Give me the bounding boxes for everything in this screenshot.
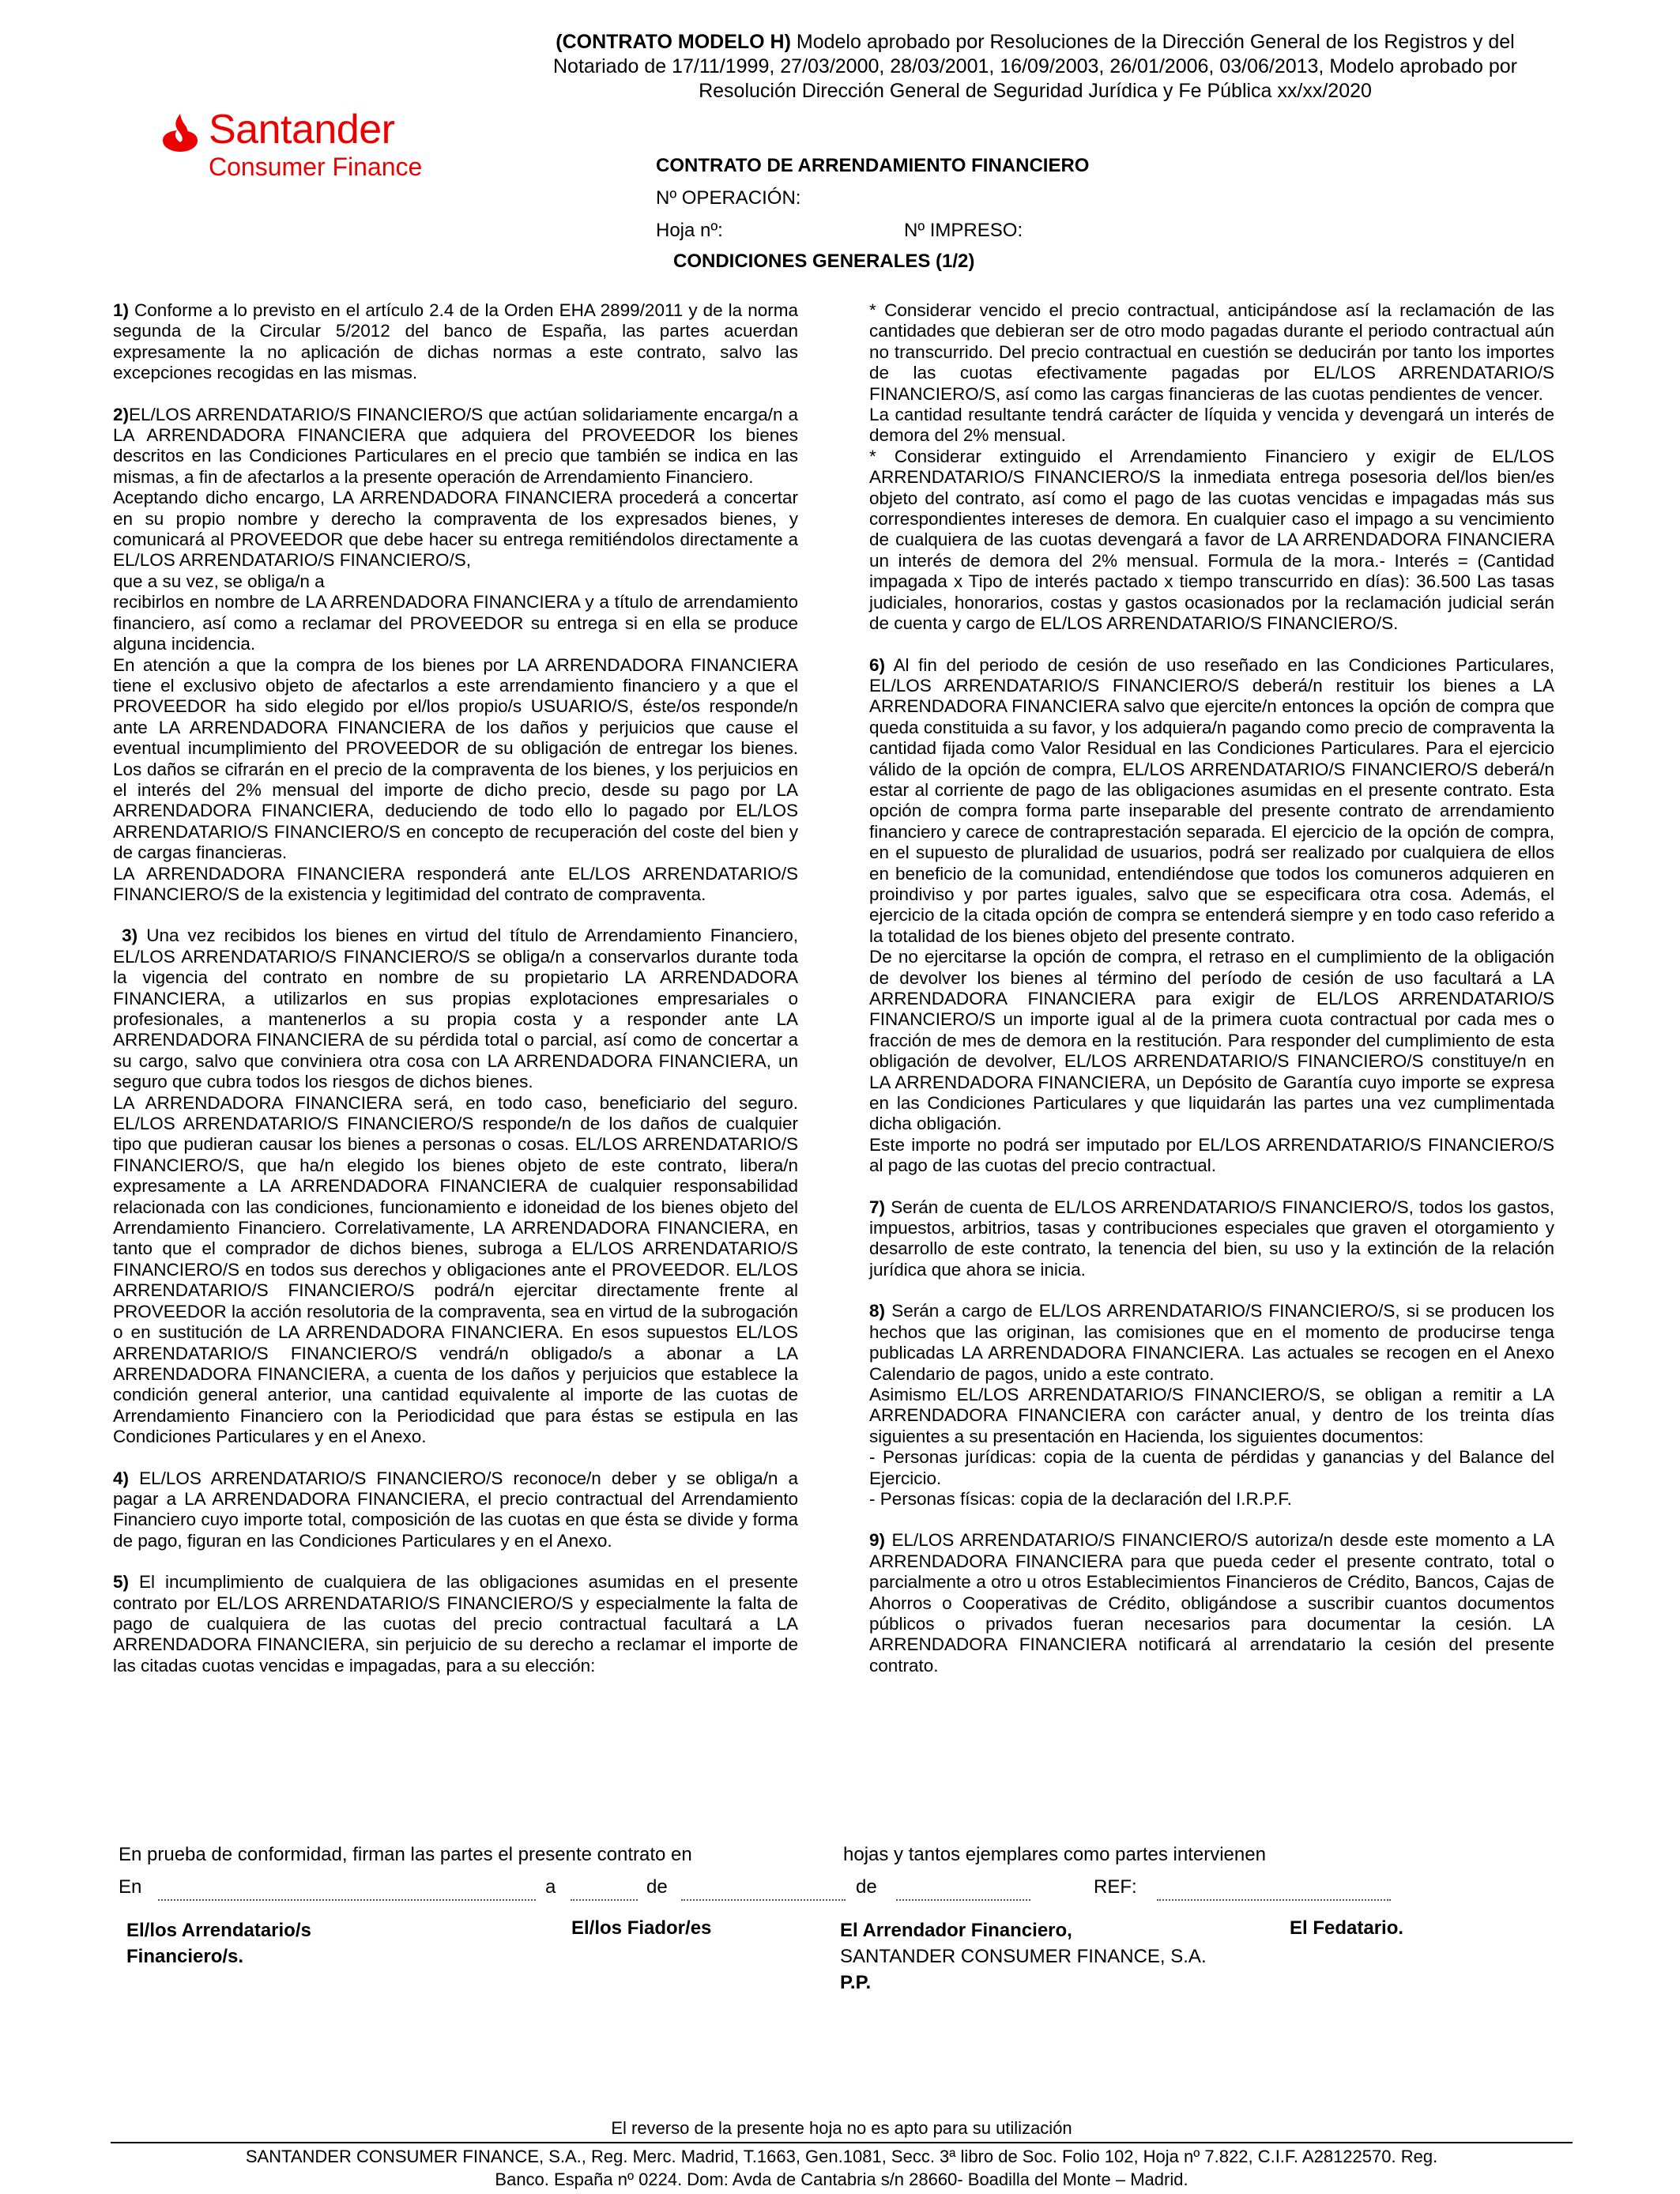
footer-divider (111, 2142, 1573, 2143)
day-field[interactable] (571, 1898, 638, 1901)
option-accelerate: * Considerar vencido el precio contractual, anticipándose así la reclamación de las cantidades que debieran ser de otro modo pagadas durante el periodo contractual aún no transcurrido. Del precio contractual en cuestión se deducirán por tanto los importes de las cuotas efectivamente pagadas por EL/LOS ARRENDATARIO/S FINANCIERO/S, así como las cargas financieras de las cuotas pendientes de vencer. (869, 300, 1554, 404)
clause-1 (113, 300, 798, 384)
brand-subtitle: Consumer Finance (209, 153, 423, 181)
clause-8-paragraph-b: Asimismo EL/LOS ARRENDATARIO/S FINANCIERO/S, se obligan a remitir a LA ARRENDADORA FINANCIERA con carácter anual, y dentro de los treinta días siguientes a su presentación en Hacienda, los siguientes documentos: (869, 1384, 1554, 1446)
guarantor-label: El/los Fiador/es (571, 1917, 712, 1939)
clause-text: Serán de cuenta de EL/LOS ARRENDATARIO/S FINANCIERO/S, todos los gastos, impuestos, arbitrios, tasas y contribuciones especiales que graven el otorgamiento y desarrollo de este contrato, la tenencia del bien, su uso y la extinción de la relación jurídica que ahora se inicia. (869, 1197, 1554, 1280)
clause-text: Al fin del periodo de cesión de uso reseñado en las Condiciones Particulares, EL/LOS ARRENDATARIO/S FINANCIERO/S deberá/n restituir los bienes a LA ARRENDADORA FINANCIERA salvo que ejercite/n entonces la opción de compra que queda constituida a su favor, y los adquiera/n pagando como precio de compraventa la cantidad fijada como Valor Residual en las Condiciones Particulares. Para el ejercicio válido de la opción de compra, EL/LOS ARRENDATARIO/S FINANCIERO/S deberá/n estar al corriente de pago de las obligaciones asumidas en el presente contrato. Esta opción de compra forma parte inseparable del presente contrato de arrendamiento financiero y carece de contraprestación separada. El ejercicio de la opción de compra, en el supuesto de pluralidad de usuarios, podrá ser realizado por cualquiera de ellos en beneficio de la comunidad, entendiéndose que todos los comuneros adquieren en proindiviso y por partes iguales, salvo que se especificara otra cosa. Además, el ejercicio de la citada opción de compra se entenderá siempre y en todo caso referido a la totalidad de los bienes objeto del presente contrato. (869, 654, 1554, 946)
section-title: CONDICIONES GENERALES (1/2) (673, 251, 975, 272)
ref-label: REF: (1094, 1876, 1137, 1898)
clause-number: 1) (113, 300, 130, 320)
brand-name: Santander (209, 107, 395, 153)
clause-number: 2) (113, 404, 130, 424)
santander-logo (158, 109, 443, 188)
year-label: de (856, 1876, 877, 1898)
clause-text: Serán a cargo de EL/LOS ARRENDATARIO/S FINANCIERO/S, si se producen los hechos que las originan, las comisiones que en el momento de producirse tenga publicadas LA ARRENDADORA FINANCIERA. Las actuales se recogen en el Anexo Calendario de pagos, unido a este contrato. (869, 1301, 1554, 1384)
model-label: (CONTRATO MODELO H) (556, 31, 791, 53)
header-model-note (506, 30, 1565, 104)
lessor-company: SANTANDER CONSUMER FINANCE, S.A. (840, 1946, 1207, 1967)
clause-2-paragraph-c: que a su vez, se obliga/n a (113, 571, 325, 591)
clause-text: EL/LOS ARRENDATARIO/S FINANCIERO/S que actúan solidariamente encarga/n a LA ARRENDADORA FINANCIERA que adquiera del PROVEEDOR los bienes descritos en las Condiciones Particulares en el precio que también se indica en las mismas, a fin de afectarlos a la presente operación de Arrendamiento Financiero. (113, 404, 798, 487)
ref-field[interactable] (1157, 1898, 1391, 1901)
lessee-label-line1: El/los Arrendatario/s (126, 1920, 311, 1941)
clause-2-paragraph-d: recibirlos en nombre de LA ARRENDADORA FINANCIERA y a título de arrendamiento financiero, así como a reclamar del PROVEEDOR su entrega si en ella se produce alguna incidencia. (113, 592, 798, 654)
month-label: de (646, 1876, 668, 1898)
clause-text: El incumplimiento de cualquiera de las obligaciones asumidas en el presente contrato por EL/LOS ARRENDATARIO/S FINANCIERO/S y especialmente la falta de pago de cualquiera de las cuotas del precio contractual facultará a LA ARRENDADORA FINANCIERA, sin perjuicio de su derecho a reclamar el importe de las citadas cuotas vencidas e impagadas, para a su elección: (113, 1572, 798, 1676)
lessor-pp: P.P. (840, 1972, 872, 1993)
clause-number: 8) (869, 1301, 886, 1321)
clause-7 (869, 1197, 1554, 1281)
place-field[interactable] (158, 1898, 536, 1901)
operation-number-label: Nº OPERACIÓN: (656, 187, 801, 209)
printed-number-label: Nº IMPRESO: (904, 220, 1023, 241)
document-title: CONTRATO DE ARRENDAMIENTO FINANCIERO (656, 155, 1090, 176)
clause-text: Conforme a lo previsto en el artículo 2.4 de la Orden EHA 2899/2011 y de la norma segunda de la Circular 5/2012 del banco de España, las partes acuerdan expresamente la no aplicación de dichas normas a este contrato, salvo las excepciones recogidas en las mismas. (113, 300, 798, 383)
lessee-signature-block (126, 1917, 311, 1970)
option-terminate: * Considerar extinguido el Arrendamiento Financiero y exigir de EL/LOS ARRENDATARIO/S FINANCIERO/S la inmediata entrega posesoria del/los bien/es objeto del contrato, así como el pago de las cuotas vencidas e impagadas más sus correspondientes intereses de demora. En cualquier caso el impago a su vencimiento de cualquiera de las cuotas devengará a favor de LA ARRENDADORA FINANCIERA un interés de demora del 2% mensual. Formula de la mora.- Interés = (Cantidad impagada x Tipo de interés pactado x tiempo transcurrido en días): 36.500 Las tasas judiciales, honorarios, costas y gastos ocasionados por la reclamación judicial serán de cuenta y cargo de EL/LOS ARRENDATARIO/S FINANCIERO/S. (869, 446, 1554, 634)
right-column (869, 300, 1554, 1697)
month-field[interactable] (681, 1898, 846, 1901)
sheet-number-label: Hoja nº: (656, 220, 723, 241)
clause-8-individuals: - Personas físicas: copia de la declaración del I.R.P.F. (869, 1488, 1292, 1509)
day-label: a (545, 1876, 556, 1898)
clause-2-paragraph-e: En atención a que la compra de los bienes por LA ARRENDADORA FINANCIERA tiene el exclusivo objeto de afectarlos a este arrendamiento financiero y a que el PROVEEDOR ha sido elegido por el/los propio/s USUARIO/S, éste/os responde/n ante LA ARRENDADORA FINANCIERA de los daños y perjuicios que cause el eventual incumplimiento del PROVEEDOR de su obligación de entregar los bienes. Los daños se cifrarán en el precio de la compraventa de los bienes, y los perjuicios en el interés del 2% mensual del importe de dicho precio, desde su pago por LA ARRENDADORA FINANCIERA, deduciendo de todo ello lo pagado por EL/LOS ARRENDATARIO/S FINANCIERO/S en concepto de recuperación del coste del bien y de cargas financieras. (113, 654, 798, 863)
clause-number: 4) (113, 1468, 130, 1488)
clause-text: EL/LOS ARRENDATARIO/S FINANCIERO/S autoriza/n desde este momento a LA ARRENDADORA FINANCIERA para que pueda ceder el presente contrato, total o parcialmente a otro u otros Establecimientos Financieros de Crédito, Bancos, Cajas de Ahorros o Cooperativas de Crédito, obligándose a suscribir cuantos documentos públicos o privados fueran necesarios para documentar la cesión. LA ARRENDADORA FINANCIERA notificará al arrendatario la cesión del presente contrato. (869, 1530, 1554, 1676)
clause-2 (113, 405, 798, 488)
place-label: En (119, 1876, 142, 1898)
registry-line2: Banco. España nº 0224. Dom: Avda de Cantabria s/n 28660- Boadilla del Monte – Madrid. (495, 2169, 1188, 2189)
model-text-line3: Resolución Dirección General de Seguridad Jurídica y Fe Pública xx/xx/2020 (699, 80, 1372, 102)
clause-2-paragraph-f: LA ARRENDADORA FINANCIERA responderá ante EL/LOS ARRENDATARIO/S FINANCIERO/S de la existencia y legitimidad del contrato de compraventa. (113, 863, 798, 904)
lessor-signature-block (840, 1917, 1207, 1996)
conformity-text: En prueba de conformidad, firman las partes el presente contrato en (119, 1844, 692, 1865)
lessee-label-line2: Financiero/s. (126, 1946, 244, 1967)
left-column (113, 300, 798, 1697)
clause-6-paragraph-c: Este importe no podrá ser imputado por EL/LOS ARRENDATARIO/S FINANCIERO/S al pago de las cuotas del precio contractual. (869, 1134, 1554, 1176)
clause-8-legal-entities: - Personas jurídicas: copia de la cuenta de pérdidas y ganancias y del Balance del Ejercicio. (869, 1447, 1554, 1488)
clause-5 (113, 1572, 798, 1676)
model-text-line1: Modelo aprobado por Resoluciones de la Dirección General de los Registros y del (796, 31, 1515, 53)
registry-line1: SANTANDER CONSUMER FINANCE, S.A., Reg. Merc. Madrid, T.1663, Gen.1081, Secc. 3ª libro de Soc. Folio 102, Hoja nº 7.822, C.I.F. A28122570. Reg. (245, 2147, 1438, 2166)
clause-number: 3) (122, 925, 138, 946)
clause-number: 5) (113, 1572, 130, 1593)
lessor-label: El Arrendador Financiero, (840, 1920, 1072, 1941)
clause-number: 9) (869, 1530, 886, 1551)
registry-info (111, 2145, 1573, 2191)
notary-label: El Fedatario. (1290, 1917, 1404, 1939)
clause-9 (869, 1530, 1554, 1676)
clause-8 (869, 1301, 1554, 1385)
clause-3-paragraph-b: LA ARRENDADORA FINANCIERA será, en todo caso, beneficiario del seguro. EL/LOS ARRENDATARIO/S FINANCIERO/S responde/n de los daños de cualquier tipo que pudieran causar los bienes a personas o cosas. EL/LOS ARRENDATARIO/S FINANCIERO/S, que ha/n elegido los bienes objeto de este contrato, libera/n expresamente a LA ARRENDADORA FINANCIERA de cualquier responsabilidad relacionada con las condiciones, funcionamiento e idoneidad de los bienes objeto del Arrendamiento Financiero. Correlativamente, LA ARRENDADORA FINANCIERA, en tanto que el comprador de dichos bienes, subroga a EL/LOS ARRENDATARIO/S FINANCIERO/S en todos sus derechos y obligaciones ante el PROVEEDOR. EL/LOS ARRENDATARIO/S FINANCIERO/S podrá/n ejercitar directamente frente al PROVEEDOR la acción resolutoria de la compraventa, sea en virtud de la subrogación o en sustitución de LA ARRENDADORA FINANCIERA. En esos supuestos EL/LOS ARRENDATARIO/S FINANCIERO/S vendrá/n obligado/s a abonar a LA ARRENDADORA FINANCIERA, a cuenta de los daños y perjuicios que establece la condición general anterior, una cantidad equivalente al importe de las cuotas de Arrendamiento Financiero con la Periodicidad que para éstas se estipula en las Condiciones Particulares y en el Anexo. (113, 1092, 798, 1447)
clause-4 (113, 1468, 798, 1552)
clause-2-paragraph-b: Aceptando dicho encargo, LA ARRENDADORA FINANCIERA procederá a concertar en su propio nombre y derecho la compraventa de los expresados bienes, y comunicará al PROVEEDOR que debe hacer su entrega remitiéndolos directamente a EL/LOS ARRENDATARIO/S FINANCIERO/S, (113, 488, 798, 571)
conformity-text-2: hojas y tantos ejemplares como partes intervienen (843, 1844, 1266, 1865)
year-field[interactable] (896, 1898, 1030, 1901)
clause-3 (113, 925, 798, 1092)
clause-6-paragraph-b: De no ejercitarse la opción de compra, el retraso en el cumplimiento de la obligación de devolver los bienes al término del período de cesión de uso facultará a LA ARRENDADORA FINANCIERA para exigir de EL/LOS ARRENDATARIO/S FINANCIERO/S un importe igual al de la primera cuota contractual por cada mes o fracción de mes de demora en la restitución. Para responder del cumplimiento de esta obligación de devolver, EL/LOS ARRENDATARIO/S FINANCIERO/S constituye/n en LA ARRENDADORA FINANCIERA, un Depósito de Garantía cuyo importe se expresa en las Condiciones Particulares y que liquidarán las partes una vez cumplimentada dicha obligación. (869, 947, 1554, 1134)
clause-text: EL/LOS ARRENDATARIO/S FINANCIERO/S reconoce/n deber y se obliga/n a pagar a LA ARRENDADORA FINANCIERA, el precio contractual del Arrendamiento Financiero cuyo importe total, composición de las cuotas en que ésta se divide y forma de pago, figuran en las Condiciones Particulares y en el Anexo. (113, 1468, 798, 1551)
model-text-line2: Notariado de 17/11/1999, 27/03/2000, 28/03/2001, 16/09/2003, 26/01/2006, 03/06/2013, Modelo aprobado por (553, 55, 1517, 77)
option-accelerate-interest: La cantidad resultante tendrá carácter de líquida y vencida y devengará un interés de demora del 2% mensual. (869, 405, 1554, 446)
reverse-note: El reverso de la presente hoja no es apto para su utilización (611, 2118, 1072, 2138)
clause-number: 6) (869, 654, 886, 675)
flame-icon (158, 111, 202, 155)
clause-6 (869, 655, 1554, 948)
clause-text: Una vez recibidos los bienes en virtud del título de Arrendamiento Financiero, EL/LOS ARRENDATARIO/S FINANCIERO/S se obliga/n a conservarlos durante toda la vigencia del contrato en nombre de su propietario LA ARRENDADORA FINANCIERA, a utilizarlos en sus propias explotaciones empresariales o profesionales, a mantenerlos a su propia costa y a responder ante LA ARRENDADORA FINANCIERA de su pérdida total o parcial, así como de concertar a su cargo, salvo que conviniera otra cosa con LA ARRENDADORA FINANCIERA, un seguro que cubra todos los riesgos de dichos bienes. (113, 925, 798, 1092)
clause-number: 7) (869, 1197, 886, 1217)
